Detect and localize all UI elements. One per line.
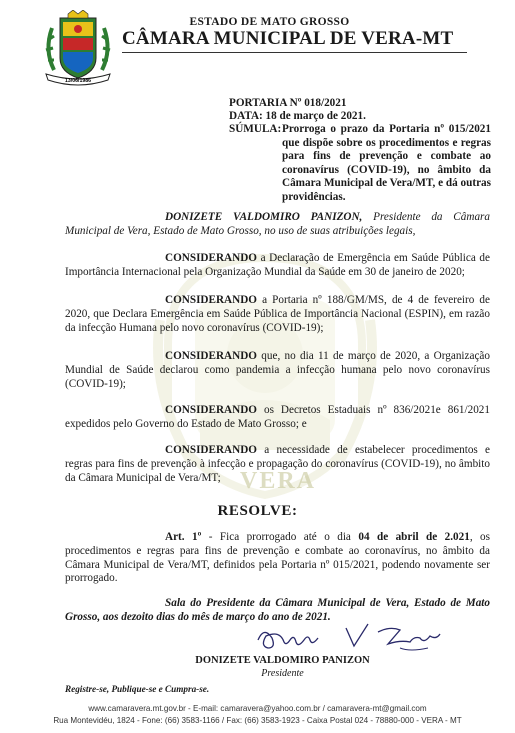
article-text-pre: - Fica prorrogado até o dia bbox=[201, 531, 359, 543]
considerando-paragraph-5 bbox=[65, 444, 490, 485]
considerando-paragraph-4 bbox=[65, 404, 490, 432]
intro-text: Presidente da Câmara Municipal de Vera, Estado de Mato Grosso, no uso de suas atribuições legais, bbox=[65, 211, 490, 237]
considerando-text: a Portaria nº 188/GM/MS, de 4 de fevereiro de 2020, que Declara Emergência em Saúde Pública de Importância Nacional (ESPIN), em razão da infecção Humana pelo novo coronavírus (COVID-19); bbox=[65, 294, 490, 334]
considerando-text: que, no dia 11 de março de 2020, a Organização Mundial de Saúde declarou como pandemia a infecção humana pelo novo coronavírus (COVID-19); bbox=[65, 350, 490, 390]
header-divider bbox=[122, 52, 467, 53]
considerando-label: CONSIDERANDO bbox=[165, 350, 257, 362]
summary-label: SÚMULA: bbox=[229, 123, 282, 135]
considerando-text: a Declaração de Emergência em Saúde Pública de Importância Internacional pela Organização Mundial da Saúde em 30 de janeiro de 2020; bbox=[65, 252, 490, 278]
considerando-label: CONSIDERANDO bbox=[165, 444, 257, 456]
article-1-paragraph bbox=[65, 531, 490, 586]
handwritten-signature-image bbox=[250, 618, 450, 658]
watermark-city-text: VERA bbox=[240, 468, 317, 494]
article-label: Art. 1º bbox=[165, 531, 202, 543]
considerando-paragraph-1 bbox=[65, 252, 490, 280]
closing-text: Sala do Presidente da Câmara Municipal de Vera, Estado de Mato Grosso, aos dezoito dias do mês de março do ano de 2021. bbox=[65, 597, 490, 623]
considerando-text: a necessidade de estabelecer procedimentos e regras para fins de prevenção à infecção e propagação do coronavírus (COVID-19), no âmbito da Câmara Municipal de Vera/MT; bbox=[65, 444, 490, 484]
signer-name: DONIZETE VALDOMIRO PANIZON bbox=[195, 655, 370, 666]
considerando-paragraph-2 bbox=[65, 294, 490, 335]
president-name: DONIZETE VALDOMIRO PANIZON, bbox=[165, 211, 363, 223]
footer-address: Rua Montevidéu, 1824 - Fone: (66) 3583-1166 / Fax: (66) 3583-1923 - Caixa Postal 024 - 78880-000 - VERA - MT bbox=[53, 716, 462, 725]
considerando-paragraph-3 bbox=[65, 350, 490, 391]
considerando-text: os Decretos Estaduais nº 836/2021e 861/2021 expedidos pelo Governo do Estado de Mato Grosso; e bbox=[65, 404, 490, 430]
considerando-label: CONSIDERANDO bbox=[165, 294, 257, 306]
intro-paragraph bbox=[65, 211, 490, 239]
considerando-label: CONSIDERANDO bbox=[165, 252, 257, 264]
register-note: Registre-se, Publique-se e Cumpra-se. bbox=[65, 684, 210, 694]
signer-role: Presidente bbox=[261, 668, 304, 679]
summary-text: Prorroga o prazo da Portaria nº 015/2021 que dispõe sobre os procedimentos e regras para fins de prevenção e combate ao coronavírus (COVID-19), no âmbito da Câmara Municipal de Vera/MT, e dá outras providências. bbox=[282, 123, 491, 203]
crest-date-text: 13/06/1986 bbox=[65, 78, 91, 84]
state-name: ESTADO DE MATO GROSSO bbox=[189, 16, 350, 28]
footer-contact-web-email: www.camaravera.mt.gov.br - E-mail: camaravera@yahoo.com.br / camaravera-mt@gmail.com bbox=[88, 704, 427, 713]
considerando-label: CONSIDERANDO bbox=[165, 404, 257, 416]
chamber-title: CÂMARA MUNICIPAL DE VERA-MT bbox=[122, 28, 454, 49]
ordinance-date: DATA: 18 de março de 2021. bbox=[229, 110, 366, 122]
resolve-heading: RESOLVE: bbox=[217, 503, 298, 519]
article-date: 04 de abril de 2.021 bbox=[358, 531, 470, 543]
article-text-post: , os procedimentos e regras para fins de prevenção e combate ao coronavírus, no âmbito da Câmara Municipal de Vera/MT, definidos pela Portaria nº 015/2021, podendo novamente ser prorrogado. bbox=[65, 531, 491, 585]
ordinance-number: PORTARIA Nº 018/2021 bbox=[229, 97, 347, 109]
